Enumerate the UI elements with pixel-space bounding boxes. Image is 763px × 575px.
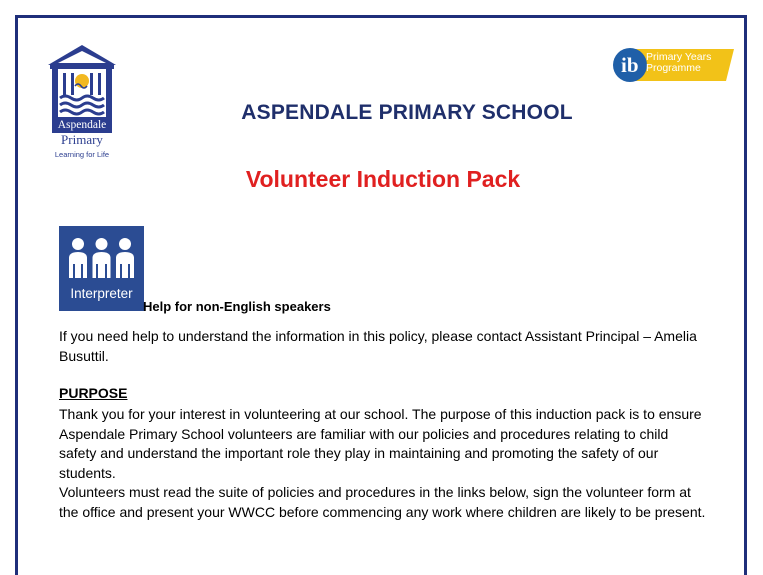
pack-title: Volunteer Induction Pack bbox=[245, 166, 521, 192]
pyp-text bbox=[646, 52, 711, 74]
interpreter-icon bbox=[59, 226, 144, 311]
interpreter-people-icon bbox=[59, 226, 144, 286]
purpose-section bbox=[59, 405, 709, 522]
logo-primary: Primary bbox=[61, 132, 103, 147]
logo-name: Aspendale bbox=[52, 117, 112, 133]
interpreter-label: Interpreter bbox=[70, 286, 133, 301]
pyp-line-1: Primary Years bbox=[646, 51, 712, 63]
svg-text:ib: ib bbox=[621, 53, 639, 77]
school-title: ASPENDALE PRIMARY SCHOOL bbox=[241, 101, 573, 124]
contact-paragraph: If you need help to understand the information in this policy, please contact Assistant Principal – Amelia Busuttil. bbox=[59, 328, 697, 364]
purpose-paragraph-1: Thank you for your interest in volunteering at our school. The purpose of this induction pack is to ensure Aspendale Primary School volunteers are familiar with our policies and procedures relating to child safety and understand the important role they play in maintaining and promoting the safety of our students. bbox=[59, 406, 702, 481]
purpose-heading: PURPOSE bbox=[59, 385, 128, 401]
ib-pyp-logo bbox=[612, 45, 734, 87]
pyp-line-2: Programme bbox=[646, 62, 701, 74]
purpose-paragraph-2: Volunteers must read the suite of policies and procedures in the links below, sign the volunteer form at the office and present your WWCC before commencing any work where children are likely to be present. bbox=[59, 484, 706, 520]
logo-tagline: Learning for Life bbox=[54, 150, 110, 159]
help-non-english-text: Help for non-English speakers bbox=[143, 299, 331, 314]
